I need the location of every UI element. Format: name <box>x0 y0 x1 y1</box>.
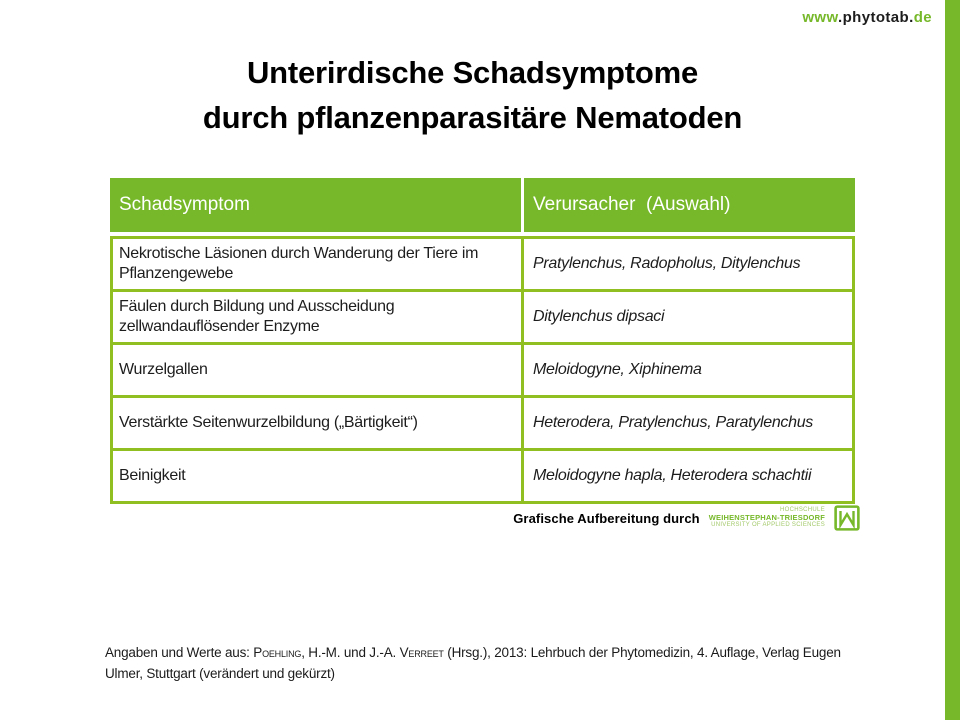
cell-symptom: Beinigkeit <box>113 451 524 501</box>
cell-cause: Pratylenchus, Radopholus, Ditylenchus <box>533 255 801 272</box>
slide-title <box>0 50 945 140</box>
hswt-logo-line2: WEIHENSTEPHAN-TRIESDORF <box>708 512 825 522</box>
table-row <box>113 342 852 395</box>
attribution-row <box>110 505 860 531</box>
site-url-tld: de <box>913 9 932 26</box>
hswt-logo-text <box>709 507 825 529</box>
table-header-row <box>110 178 855 232</box>
site-url-www: www <box>802 9 838 26</box>
table-row <box>113 448 852 501</box>
source-between: , H.-M. und J.-A. <box>301 645 400 660</box>
table-row <box>113 239 852 289</box>
cell-cause: Ditylenchus dipsaci <box>533 308 665 325</box>
table-header-symptom: Schadsymptom <box>110 178 524 232</box>
right-edge-accent-bar <box>945 0 960 720</box>
slide-title-line2: durch pflanzenparasitäre Nematoden <box>202 100 743 135</box>
slide-title-line1: Unterirdische Schadsymptome <box>246 55 699 90</box>
cell-symptom: Wurzelgallen <box>113 345 524 395</box>
cell-cause: Heterodera, Pratylenchus, Paratylenchus <box>533 414 814 431</box>
hswt-logo-line1: HOCHSCHULE <box>779 507 825 514</box>
attribution-label: Grafische Aufbereitung durch <box>513 510 700 526</box>
cell-cause: Meloidogyne hapla, Heterodera schachtii <box>533 467 812 484</box>
symptom-cause-table <box>110 178 855 504</box>
site-url-name: phytotab <box>842 9 910 26</box>
source-rest: (Hrsg.), 2013: Lehrbuch der Phytomedizin, 4. Auflage, Verlag Eugen Ulmer, Stuttgart (verändert und gekürzt) <box>105 645 841 681</box>
table-body <box>110 236 855 504</box>
hswt-logo-line3: UNIVERSITY OF APPLIED SCIENCES <box>711 522 825 529</box>
table-header-cause: Verursacher (Auswahl) <box>533 194 731 215</box>
cell-symptom: Verstärkte Seitenwurzelbildung („Bärtigkeit“) <box>113 398 524 448</box>
source-prefix: Angaben und Werte aus: <box>105 645 254 660</box>
cell-symptom: Fäulen durch Bildung und Ausscheidung zellwandauflösender Enzyme <box>113 292 524 342</box>
cell-symptom: Nekrotische Läsionen durch Wanderung der Tiere im Pflanzengewebe <box>113 239 524 289</box>
source-author2: Verreet <box>399 645 444 660</box>
hswt-w-logo-icon <box>834 505 860 531</box>
source-citation <box>105 643 877 685</box>
table-row <box>113 289 852 342</box>
site-url-dot1: . <box>838 9 843 26</box>
table-row <box>113 395 852 448</box>
source-author1: Poehling <box>253 645 302 660</box>
site-url <box>802 9 932 26</box>
cell-cause: Meloidogyne, Xiphinema <box>533 361 702 378</box>
site-url-dot2: . <box>909 9 914 26</box>
